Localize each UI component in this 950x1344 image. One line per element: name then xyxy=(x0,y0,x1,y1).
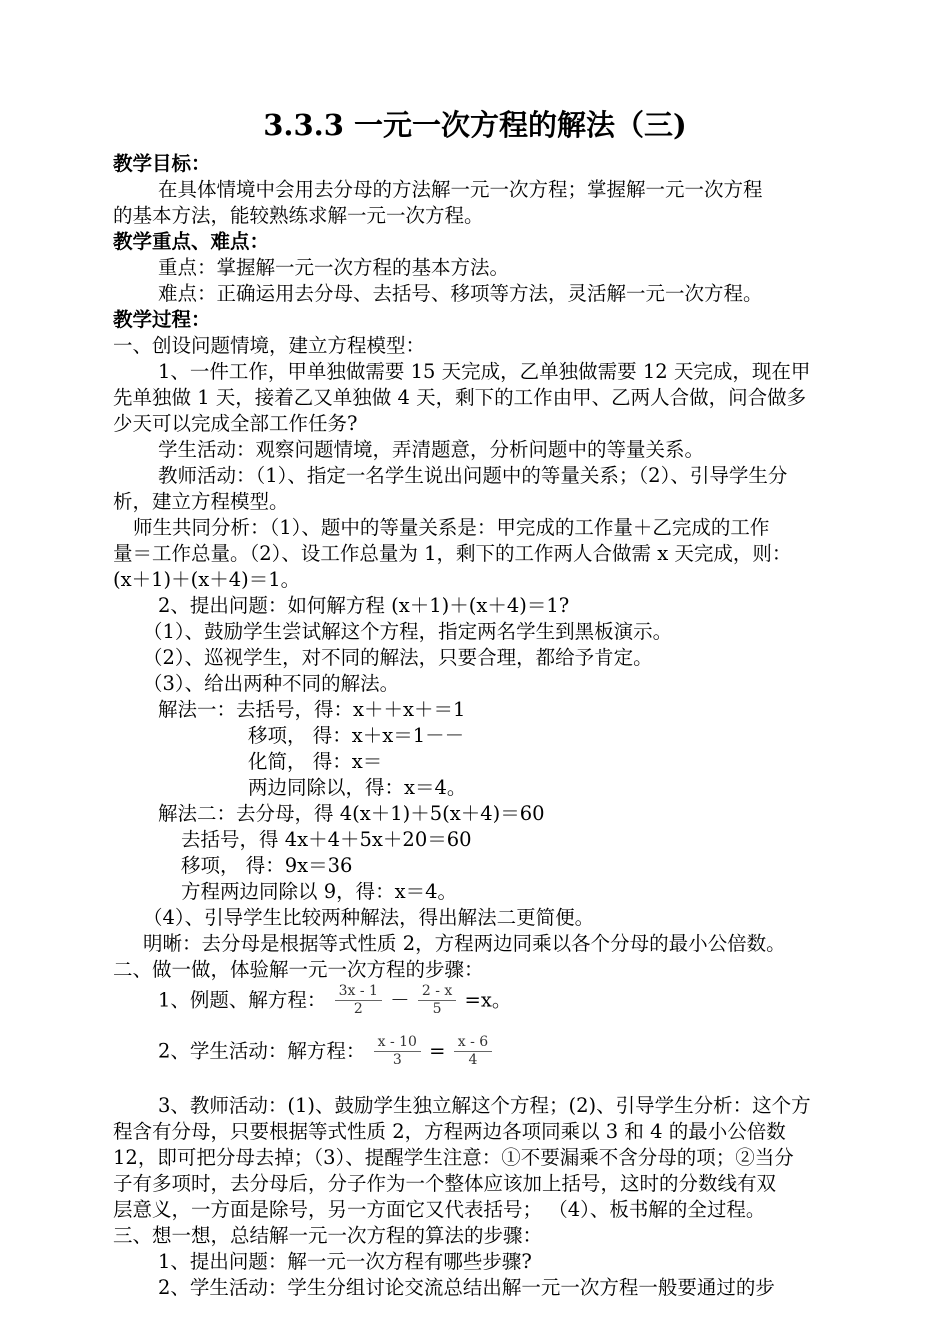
subsection-heading: 三、想一想，总结解一元一次方程的算法的步骤： xyxy=(113,1224,543,1247)
body-line: 教师活动：（1）、指定一名学生说出问题中的等量关系；（2）、引导学生分 xyxy=(158,464,788,487)
example-label: 1、例题、解方程： xyxy=(158,988,327,1012)
body-line: 量＝工作总量。（2）、设工作总量为 1，剩下的工作两人合做需 x 天完成，则： xyxy=(113,542,792,565)
operator: = xyxy=(429,1039,446,1063)
body-line: （1）、鼓励学生尝试解这个方程，指定两名学生到黑板演示。 xyxy=(143,620,673,643)
body-line: 1、一件工作，甲单独做需要 15 天完成，乙单独做需要 12 天完成，现在甲 xyxy=(158,360,811,383)
body-line: (x＋1)＋(x＋4)＝1。 xyxy=(113,568,301,591)
fraction-numerator: x - 10 xyxy=(374,1034,421,1052)
body-line: 重点：掌握解一元一次方程的基本方法。 xyxy=(158,256,510,279)
body-line: 先单独做 1 天，接着乙又单独做 4 天，剩下的工作由甲、乙两人合做，问合做多 xyxy=(113,386,807,409)
body-line: （2）、巡视学生，对不同的解法，只要合理，都给予肯定。 xyxy=(143,646,653,669)
solution-line: 解法一：去括号，得：x＋＋x＋＝1 xyxy=(158,698,466,721)
solution-line: 方程两边同除以 9，得：x＝4。 xyxy=(181,880,458,903)
equation-tail: =x。 xyxy=(464,988,512,1012)
body-line: 12，即可把分母去掉；（3）、提醒学生注意：①不要漏乘不含分母的项；②当分 xyxy=(113,1146,794,1169)
section-heading-goals: 教学目标： xyxy=(113,152,211,175)
example-label: 2、学生活动：解方程： xyxy=(158,1039,366,1063)
solution-line: 移项， 得：x＋x＝1－－ xyxy=(248,724,465,747)
subsection-heading: 二、做一做，体验解一元一次方程的步骤： xyxy=(113,958,484,981)
body-line: 1、提出问题：解一元一次方程有哪些步骤? xyxy=(158,1250,532,1273)
solution-line: 移项， 得：9x＝36 xyxy=(181,854,353,877)
fraction-denominator: 2 xyxy=(353,1001,363,1017)
operator: － xyxy=(390,988,410,1012)
body-line: （3）、给出两种不同的解法。 xyxy=(143,672,400,695)
body-line: （4）、引导学生比较两种解法，得出解法二更简便。 xyxy=(143,906,595,929)
body-line: 难点：正确运用去分母、去括号、移项等方法，灵活解一元一次方程。 xyxy=(158,282,763,305)
fraction xyxy=(335,983,382,1018)
body-line: 少天可以完成全部工作任务? xyxy=(113,412,358,435)
fraction-denominator: 3 xyxy=(392,1052,402,1068)
solution-line: 去括号，得 4x＋4＋5x＋20＝60 xyxy=(181,828,472,851)
example-equation xyxy=(158,983,511,1018)
body-line: 师生共同分析：（1）、题中的等量关系是：甲完成的工作量＋乙完成的工作 xyxy=(133,516,770,539)
body-line: 子有多项时，去分母后，分子作为一个整体应该加上括号，这时的分数线有双 xyxy=(113,1172,777,1195)
body-line: 学生活动：观察问题情境，弄清题意，分析问题中的等量关系。 xyxy=(158,438,705,461)
fraction-numerator: 3x - 1 xyxy=(335,983,382,1001)
body-line: 3、教师活动：(1)、鼓励学生独立解这个方程；(2)、引导学生分析：这个方 xyxy=(158,1094,811,1117)
fraction-numerator: 2 - x xyxy=(418,983,456,1001)
section-heading-process: 教学过程： xyxy=(113,308,211,331)
fraction xyxy=(454,1034,492,1069)
section-heading-key-points: 教学重点、难点： xyxy=(113,230,270,253)
body-line: 明晰：去分母是根据等式性质 2，方程两边同乘以各个分母的最小公倍数。 xyxy=(143,932,786,955)
fraction xyxy=(374,1034,421,1069)
solution-line: 解法二：去分母，得 4(x＋1)＋5(x＋4)＝60 xyxy=(158,802,545,825)
body-line: 2、提出问题：如何解方程 (x＋1)＋(x＋4)＝1? xyxy=(158,594,570,617)
fraction-denominator: 4 xyxy=(468,1052,478,1068)
page-title: 3.3.3 一元一次方程的解法（三) xyxy=(263,108,687,142)
body-line: 析，建立方程模型。 xyxy=(113,490,289,513)
student-equation xyxy=(158,1034,494,1069)
body-line: 程含有分母，只要根据等式性质 2，方程两边各项同乘以 3 和 4 的最小公倍数 xyxy=(113,1120,786,1143)
fraction-numerator: x - 6 xyxy=(454,1034,492,1052)
fraction xyxy=(418,983,456,1018)
solution-line: 化简， 得：x＝ xyxy=(248,750,383,773)
body-line: 2、学生活动：学生分组讨论交流总结出解一元一次方程一般要通过的步 xyxy=(158,1276,775,1299)
body-line: 的基本方法，能较熟练求解一元一次方程。 xyxy=(113,204,484,227)
body-line: 在具体情境中会用去分母的方法解一元一次方程；掌握解一元一次方程 xyxy=(158,178,763,201)
subsection-heading: 一、创设问题情境，建立方程模型： xyxy=(113,334,426,357)
solution-line: 两边同除以，得：x＝4。 xyxy=(248,776,467,799)
body-line: 层意义，一方面是除号，另一方面它又代表括号； （4）、板书解的全过程。 xyxy=(113,1198,766,1221)
fraction-denominator: 5 xyxy=(432,1001,442,1017)
